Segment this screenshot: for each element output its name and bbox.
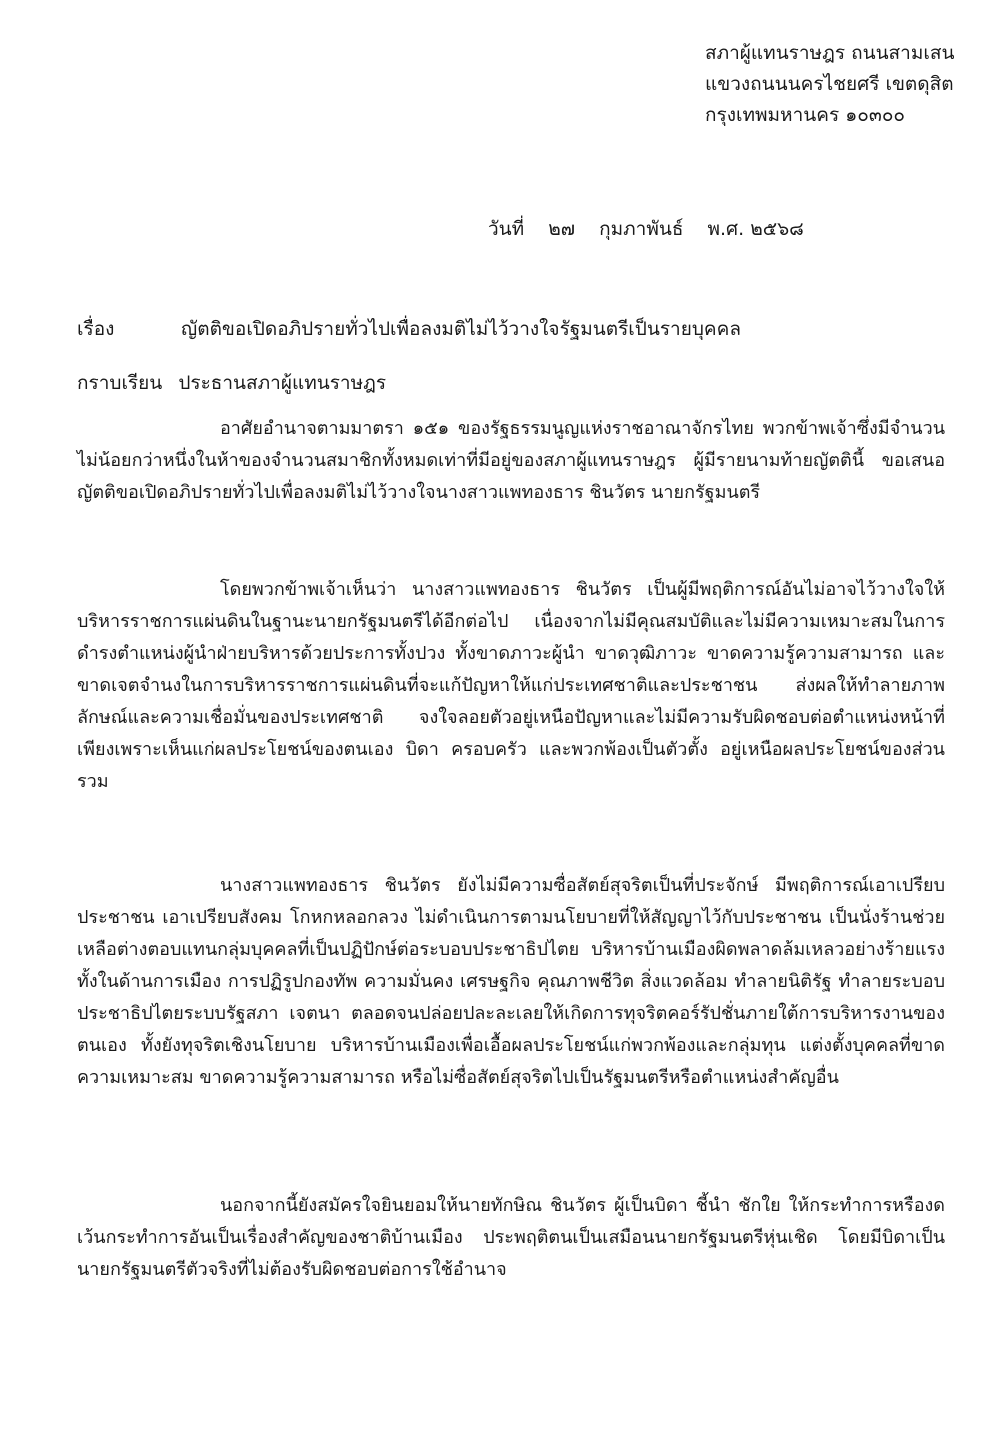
address-line-2: แขวงถนนนครไชยศรี เขตดุสิต [705, 73, 954, 95]
salutation-recipient: ประธานสภาผู้แทนราษฎร [178, 372, 387, 394]
date-day: ๒๗ [548, 218, 576, 240]
salutation-label: กราบเรียน [77, 372, 163, 394]
address-line-3: กรุงเทพมหานคร ๑๐๓๐๐ [705, 104, 906, 126]
sender-address [705, 38, 985, 131]
body-paragraph-4: นอกจากนี้ยังสมัครใจยินยอมให้นายทักษิณ ชินวัตร ผู้เป็นบิดา ชี้นำ ชักใย ให้กระทำการหรืองดเว้นกระทำการอันเป็นเรื่องสำคัญของชาติบ้านเมือง ประพฤติตนเป็นเสมือนนายกรัฐมนตรีหุ่นเชิด โดยมีบิดาเป็นนายกรัฐมนตรีตัวจริงที่ไม่ต้องรับผิดชอบต่อการใช้อำนาจ [77, 1195, 945, 1280]
subject-label: เรื่อง [77, 318, 115, 340]
body-paragraph-3: นางสาวแพทองธาร ชินวัตร ยังไม่มีความซื่อสัตย์สุจริตเป็นที่ประจักษ์ มีพฤติการณ์เอาเปรียบประชาชน เอาเปรียบสังคม โกหกหลอกลวง ไม่ดำเนินการตามนโยบายที่ให้สัญญาไว้กับประชาชน เป็นนั่งร้านช่วยเหลือต่างตอบแทนกลุ่มบุคคลที่เป็นปฏิปักษ์ต่อระบอบประชาธิปไตย บริหารบ้านเมืองผิดพลาดล้มเหลวอย่างร้ายแรงทั้งในด้านการเมือง การปฏิรูปกองทัพ ความมั่นคง เศรษฐกิจ คุณภาพชีวิต สิ่งแวดล้อม ทำลายนิติรัฐ ทำลายระบอบประชาธิปไตยระบบรัฐสภา เจตนา ตลอดจนปล่อยปละละเลยให้เกิดการทุจริตคอร์รัปชั่นภายใต้การบริหารงานของตนเอง ทั้งยังทุจริตเชิงนโยบาย บริหารบ้านเมืองเพื่อเอื้อผลประโยชน์แก่พวกพ้องและกลุ่มทุน แต่งตั้งบุคคลที่ขาดความเหมาะสม ขาดความรู้ความสามารถ หรือไม่ซื่อสัตย์สุจริตไปเป็นรัฐมนตรีหรือตำแหน่งสำคัญอื่น [77, 875, 945, 1088]
address-line-1: สภาผู้แทนราษฎร ถนนสามเสน [705, 42, 955, 64]
body-paragraph-1: อาศัยอำนาจตามมาตรา ๑๕๑ ของรัฐธรรมนูญแห่งราชอาณาจักรไทย พวกข้าพเจ้าซึ่งมีจำนวนไม่น้อยกว่าหนึ่งในห้าของจำนวนสมาชิกทั้งหมดเท่าที่มีอยู่ของสภาผู้แทนราษฎร ผู้มีรายนามท้ายญัตตินี้ ขอเสนอญัตติขอเปิดอภิปรายทั่วไปเพื่อลงมติไม่ไว้วางใจนางสาวแพทองธาร ชินวัตร นายกรัฐมนตรี [77, 418, 945, 503]
date-month: กุมภาพันธ์ [599, 218, 684, 240]
body-paragraph-2: โดยพวกข้าพเจ้าเห็นว่า นางสาวแพทองธาร ชินวัตร เป็นผู้มีพฤติการณ์อันไม่อาจไว้วางใจให้บริหารราชการแผ่นดินในฐานะนายกรัฐมนตรีได้อีกต่อไป เนื่องจากไม่มีคุณสมบัติและไม่มีความเหมาะสมในการดำรงตำแหน่งผู้นำฝ่ายบริหารด้วยประการทั้งปวง ทั้งขาดภาวะผู้นำ ขาดวุฒิภาวะ ขาดความรู้ความสามารถ และขาดเจตจำนงในการบริหารราชการแผ่นดินที่จะแก้ปัญหาให้แก่ประเทศชาติและประชาชน ส่งผลให้ทำลายภาพลักษณ์และความเชื่อมั่นของประเทศชาติ จงใจลอยตัวอยู่เหนือปัญหาและไม่มีความรับผิดชอบต่อตำแหน่งหน้าที่เพียงเพราะเห็นแก่ผลประโยชน์ของตนเอง บิดา ครอบครัว และพวกพ้องเป็นตัวตั้ง อยู่เหนือผลประโยชน์ของส่วนรวม [77, 579, 945, 792]
subject-text: ญัตติขอเปิดอภิปรายทั่วไปเพื่อลงมติไม่ไว้วางใจรัฐมนตรีเป็นรายบุคคล [181, 318, 741, 340]
salutation-line [77, 368, 386, 398]
date-label: วันที่ [488, 218, 525, 240]
subject-line [77, 314, 741, 344]
letter-date [488, 214, 822, 244]
date-year: พ.ศ. ๒๕๖๘ [707, 218, 804, 240]
